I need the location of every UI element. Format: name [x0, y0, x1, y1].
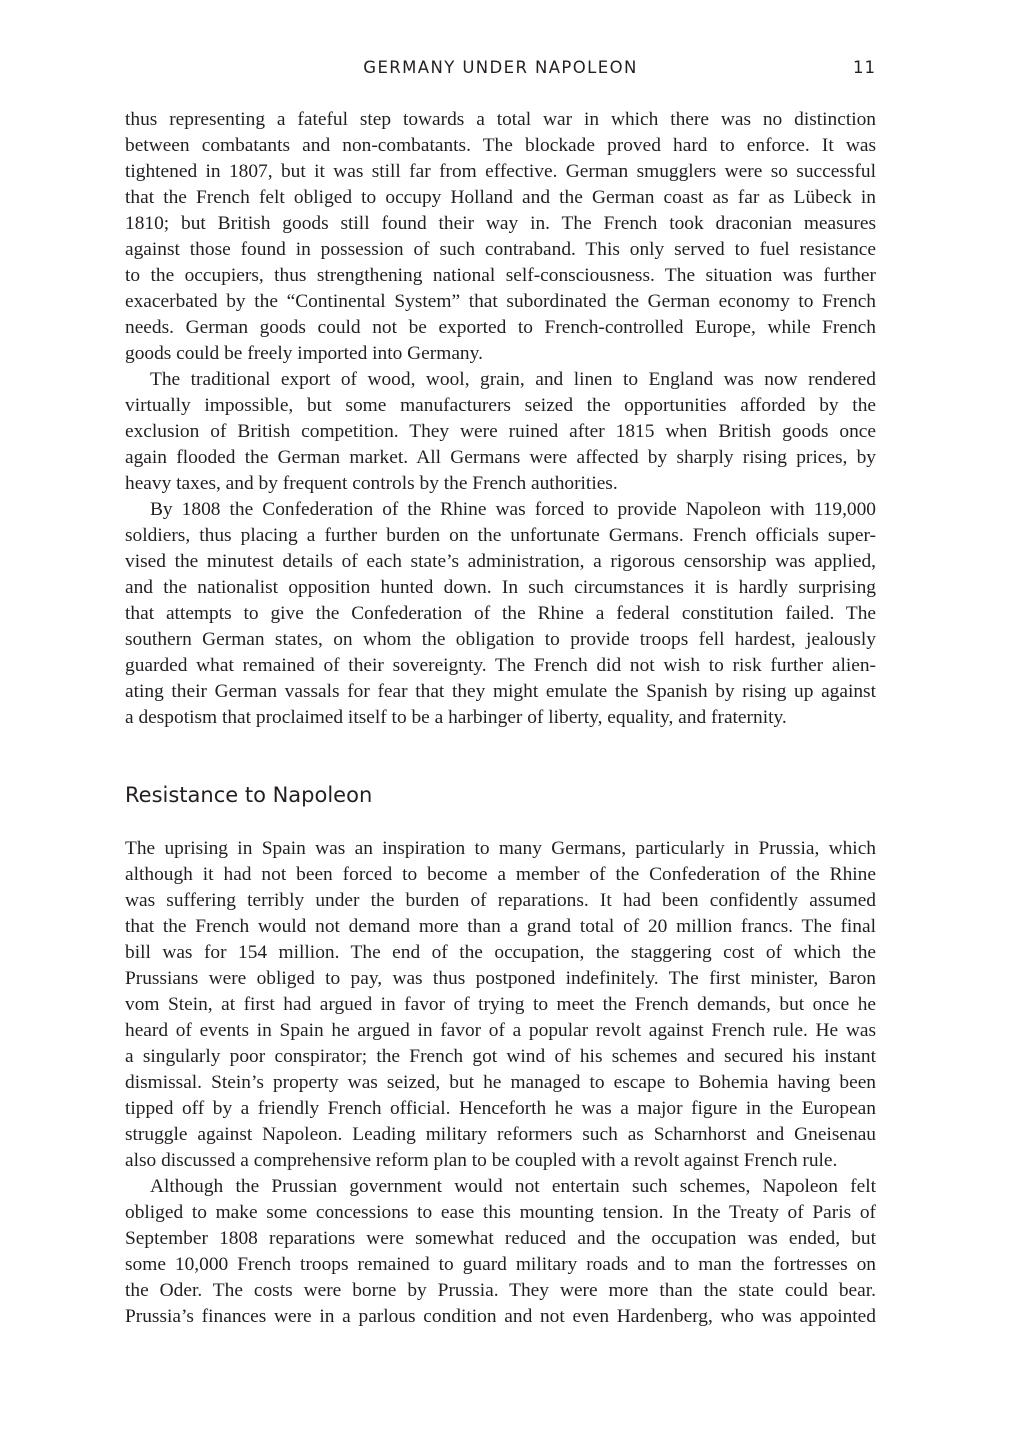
text-line: 1810; but British goods still found their way in. The French took draconian measures — [125, 213, 876, 234]
text-line: heavy taxes, and by frequent controls by the French authorities. — [125, 473, 618, 494]
text-line: a despotism that proclaimed itself to be a harbinger of liberty, equality, and fraternity. — [125, 707, 787, 728]
text-line: also discussed a comprehensive reform plan to be coupled with a revolt against French rule. — [125, 1150, 838, 1171]
text-line: goods could be freely imported into Germany. — [125, 343, 483, 364]
text-line: September 1808 reparations were somewhat reduced and the occupation was ended, but — [125, 1228, 876, 1249]
paragraph — [125, 1174, 876, 1330]
text-line: dismissal. Stein’s property was seized, but he managed to escape to Bohemia having been — [125, 1072, 876, 1093]
text-line: By 1808 the Confederation of the Rhine was forced to provide Napoleon with 119,000 — [150, 499, 876, 520]
text-line: a singularly poor conspirator; the French got wind of his schemes and secured his instant — [125, 1046, 876, 1067]
text-line: Although the Prussian government would not entertain such schemes, Napoleon felt — [150, 1176, 876, 1197]
text-line: virtually impossible, but some manufacturers seized the opportunities afforded by the — [125, 395, 876, 416]
text-line: tightened in 1807, but it was still far from effective. German smugglers were so successful — [125, 161, 876, 182]
text-line: The uprising in Spain was an inspiration to many Germans, particularly in Prussia, which — [125, 838, 876, 859]
paragraph — [125, 836, 876, 1174]
text-line: although it had not been forced to become a member of the Confederation of the Rhine — [125, 864, 876, 885]
text-line: ating their German vassals for fear that they might emulate the Spanish by rising up against — [125, 681, 876, 702]
text-line: was suffering terribly under the burden of reparations. It had been confidently assumed — [125, 890, 876, 911]
text-line: Prussians were obliged to pay, was thus postponed indefinitely. The first minister, Baron — [125, 968, 876, 989]
text-line: tipped off by a friendly French official. Henceforth he was a major figure in the European — [125, 1098, 876, 1119]
section-heading: Resistance to Napoleon — [125, 783, 373, 807]
text-line: heard of events in Spain he argued in favor of a popular revolt against French rule. He was — [125, 1020, 876, 1041]
text-line: exacerbated by the “Continental System” that subordinated the German economy to French — [125, 291, 876, 312]
text-line: that the French felt obliged to occupy Holland and the German coast as far as Lübeck in — [125, 187, 876, 208]
paragraph — [125, 497, 876, 731]
text-line: that attempts to give the Confederation of the Rhine a federal constitution failed. The — [125, 603, 876, 624]
text-line: exclusion of British competition. They were ruined after 1815 when British goods once — [125, 421, 876, 442]
text-line: needs. German goods could not be exported to French-controlled Europe, while French — [125, 317, 876, 338]
running-title: GERMANY UNDER NAPOLEON — [363, 58, 638, 77]
text-line: obliged to make some concessions to ease this mounting tension. In the Treaty of Paris of — [125, 1202, 876, 1223]
text-line: against those found in possession of such contraband. This only served to fuel resistance — [125, 239, 876, 260]
text-line: again flooded the German market. All Germans were affected by sharply rising prices, by — [125, 447, 876, 468]
text-line: thus representing a fateful step towards a total war in which there was no distinction — [125, 109, 876, 130]
text-line: that the French would not demand more than a grand total of 20 million francs. The final — [125, 916, 876, 937]
page-number: 11 — [853, 58, 876, 77]
text-line: vised the minutest details of each state’s administration, a rigorous censorship was applied, — [125, 551, 876, 572]
paragraph — [125, 107, 876, 367]
paragraph — [125, 367, 876, 497]
text-line: to the occupiers, thus strengthening national self-consciousness. The situation was further — [125, 265, 876, 286]
running-head — [125, 58, 876, 84]
text-line: Prussia’s finances were in a parlous condition and not even Hardenberg, who was appointed — [125, 1306, 876, 1327]
text-line: bill was for 154 million. The end of the occupation, the staggering cost of which the — [125, 942, 876, 963]
text-line: vom Stein, at first had argued in favor of trying to meet the French demands, but once he — [125, 994, 876, 1015]
text-line: some 10,000 French troops remained to guard military roads and to man the fortresses on — [125, 1254, 876, 1275]
text-line: southern German states, on whom the obligation to provide troops fell hardest, jealously — [125, 629, 876, 650]
body-text-before-section — [125, 107, 876, 731]
text-line: guarded what remained of their sovereignty. The French did not wish to risk further alien- — [125, 655, 876, 676]
body-text-section — [125, 836, 876, 1330]
text-line: and the nationalist opposition hunted down. In such circumstances it is hardly surprising — [125, 577, 876, 598]
text-line: struggle against Napoleon. Leading military reformers such as Scharnhorst and Gneisenau — [125, 1124, 876, 1145]
text-line: The traditional export of wood, wool, grain, and linen to England was now rendered — [150, 369, 876, 390]
text-line: between combatants and non-combatants. The blockade proved hard to enforce. It was — [125, 135, 876, 156]
text-line: the Oder. The costs were borne by Prussia. They were more than the state could bear. — [125, 1280, 876, 1301]
text-line: soldiers, thus placing a further burden on the unfortunate Germans. French officials super- — [125, 525, 876, 546]
